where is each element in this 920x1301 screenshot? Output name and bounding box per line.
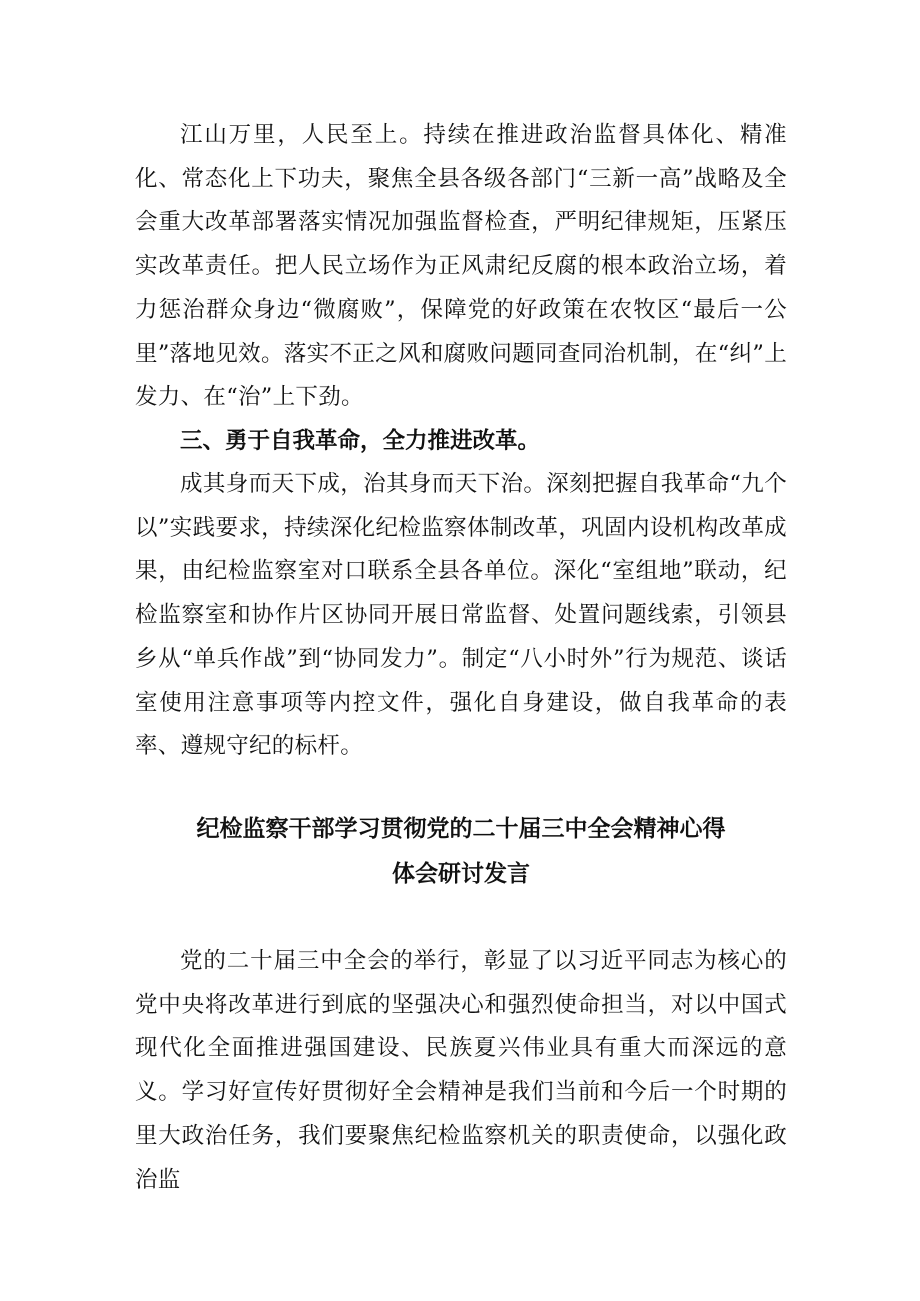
title-line-2: 体会研讨发言	[392, 861, 530, 887]
title-line-1: 纪检监察干部学习贯彻党的二十届三中全会精神心得	[196, 816, 726, 842]
paragraph-self-revolution: 成其身而天下成，治其身而天下治。深刻把握自我革命“九个以”实践要求，持续深化纪检监察体制改革，巩固内设机构改革成果，由纪检监察室对口联系全县各单位。深化“室组地”联动，纪检监察室和协作片区协同开展日常监督、处置问题线索，引领县乡从“单兵作战”到“协同发力”。制定“八小时外”行为规范、谈话室使用注意事项等内控文件，强化自身建设，做自我革命的表率、遵规守纪的标杆。	[135, 471, 787, 760]
document-title	[135, 807, 787, 897]
section-heading-self-revolution: 三、勇于自我革命，全力推进改革。	[180, 428, 541, 454]
paragraph-plenum-intro: 党的二十届三中全会的举行，彰显了以习近平同志为核心的党中央将改革进行到底的坚强决心和强烈使命担当，对以中国式现代化全面推进强国建设、民族夏兴伟业具有重大而深远的意义。学习好宣传好贯彻好全会精神是我们当前和今后一个时期的里大政治任务，我们要聚焦纪检监察机关的职责使命，以强化政治监	[135, 948, 787, 1193]
paragraph-people-first: 江山万里，人民至上。持续在推进政治监督具体化、精准化、常态化上下功夫，聚焦全县各级各部门“三新一高”战略及全会重大改革部署落实情况加强监督检查，严明纪律规矩，压紧压实改革责任。把人民立场作为正风肃纪反腐的根本政治立场，着力惩治群众身边“微腐败”，保障党的好政策在农牧区“最后一公里”落地见效。落实不正之风和腐败问题同查同治机制，在“纠”上发力、在“治”上下劲。	[135, 122, 787, 411]
